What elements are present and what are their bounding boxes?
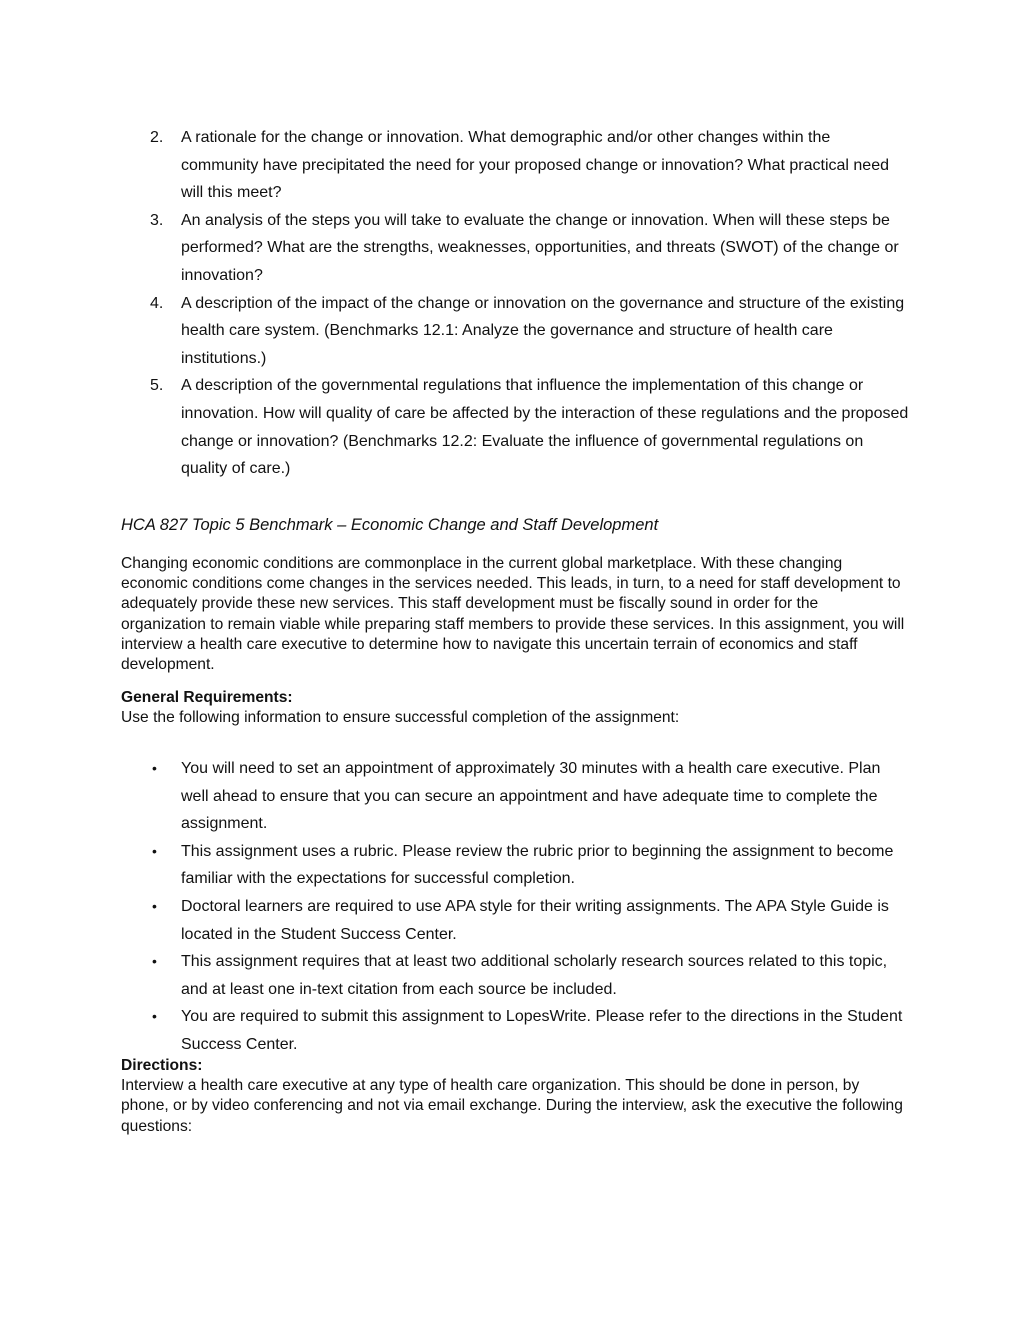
- bullet-item-text: Doctoral learners are required to use APA style for their writing assignments. The APA Style Guide is located in the Student Success Center.: [181, 897, 889, 943]
- bullet-item-text: You are required to submit this assignment to LopesWrite. Please refer to the directions in the Student Success Center.: [181, 1008, 903, 1053]
- bullet-item: [120, 948, 910, 1003]
- general-requirements-text: Use the following information to ensure successful completion of the assignment:: [121, 709, 680, 727]
- list-item-text: A rationale for the change or innovation. What demographic and/or other changes within the community have precipitated the need for your proposed change or innovation? What practical need will this meet?: [181, 129, 889, 202]
- bullet-item-text: This assignment requires that at least two additional scholarly research sources related to this topic, and at least one in-text citation from each source be included.: [181, 953, 888, 998]
- list-item-number: 3.: [150, 211, 164, 229]
- list-item-number: 4.: [150, 294, 164, 312]
- numbered-list: [120, 124, 910, 483]
- list-item: [120, 290, 910, 373]
- bullet-list: [120, 755, 910, 1059]
- directions-text: Interview a health care executive at any type of health care organization. This should be done in person, by phone, or by video conferencing and not via email exchange. During the interview, ask the executive the following questions:: [121, 1077, 903, 1135]
- bullet-icon: •: [152, 897, 157, 914]
- list-item: [120, 207, 910, 290]
- bullet-item: [120, 755, 910, 838]
- directions-section: [121, 1056, 906, 1137]
- list-item-number: 2.: [150, 129, 164, 146]
- bullet-icon: •: [152, 842, 157, 859]
- bullet-item: [120, 1003, 910, 1058]
- general-requirements-label: General Requirements:: [121, 689, 293, 706]
- directions-label: Directions:: [121, 1057, 203, 1074]
- bullet-item: [120, 838, 910, 893]
- bullet-item: [120, 893, 910, 948]
- intro-paragraph: Changing economic conditions are commonplace in the current global marketplace. With these changing economic conditions come changes in the services needed. This leads, in turn, to a need for staff development to adequately provide these new services. This staff development must be fiscally sound in order for the organization to remain viable while preparing staff members to provide these services. In this assignment, you will interview a health care executive to determine how to navigate this uncertain terrain of economics and staff development.: [121, 555, 905, 674]
- bullet-icon: •: [152, 760, 157, 776]
- bullet-item-text: This assignment uses a rubric. Please review the rubric prior to beginning the assignment to become familiar with the expectations for successful completion.: [181, 842, 894, 888]
- general-requirements: [121, 688, 906, 729]
- list-item-text: An analysis of the steps you will take to evaluate the change or innovation. When will these steps be performed? What are the strengths, weaknesses, opportunities, and threats (SWOT) of the change or innovation?: [181, 211, 899, 284]
- list-item-text: A description of the impact of the change or innovation on the governance and structure of the existing health care system. (Benchmarks 12.1: Analyze the governance and structure of health care institutions.): [181, 294, 905, 367]
- bullet-icon: •: [152, 1008, 157, 1025]
- list-item: [120, 124, 910, 207]
- list-item-text: A description of the governmental regulations that influence the implementation of this change or innovation. How will quality of care be affected by the interaction of these regulations and the proposed change or innovation? (Benchmarks 12.2: Evaluate the influence of governmental regulations on quality of care.): [181, 377, 909, 478]
- list-item-number: 5.: [150, 377, 164, 395]
- bullet-item-text: You will need to set an appointment of approximately 30 minutes with a health care executive. Plan well ahead to ensure that you can secure an appointment and have adequate time to complete the assignment.: [181, 760, 881, 833]
- section-heading: HCA 827 Topic 5 Benchmark – Economic Change and Staff Development: [121, 516, 659, 534]
- bullet-icon: •: [152, 953, 157, 970]
- list-item: [120, 372, 910, 482]
